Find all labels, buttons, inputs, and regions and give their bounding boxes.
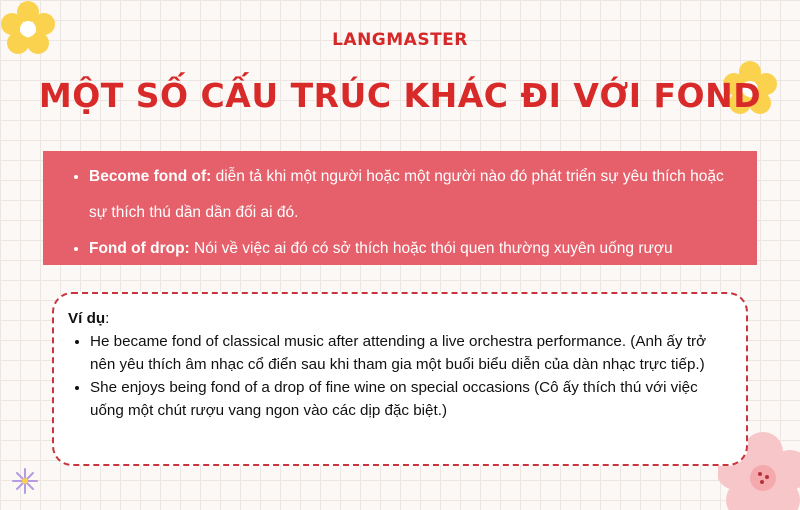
- structure-term: Fond of drop:: [89, 240, 190, 257]
- structure-text: diễn tả khi một người hoặc một người nào đó phát triển sự yêu thích hoặc sự thích thú dần dần đối ai đó.: [89, 168, 724, 221]
- structure-term: Become fond of:: [89, 168, 212, 185]
- brand-logo: LANGMASTER: [332, 30, 468, 50]
- example-heading: [68, 308, 730, 330]
- example-colon: :: [105, 310, 110, 327]
- example-label: Ví dụ: [68, 310, 106, 327]
- structure-item: [89, 231, 739, 267]
- structure-item: [89, 159, 739, 231]
- example-item: • She enjoys being fond of a drop of fine wine on special occasions (Cô ấy thích thú với việc uống một chút rượu vang ngon vào các dịp đặc biệt.): [90, 376, 730, 422]
- structure-text: Nói về việc ai đó có sở thích hoặc thói quen thường xuyên uống rượu: [189, 240, 673, 257]
- structures-box: [43, 151, 757, 265]
- page-title: MỘT SỐ CẤU TRÚC KHÁC ĐI VỚI FOND: [38, 76, 762, 115]
- example-item: • He became fond of classical music after attending a live orchestra performance. (Anh ấy trở nên yêu thích âm nhạc cổ điển sau khi tham gia một buổi biểu diễn của dàn nhạc trực tiếp.): [90, 330, 730, 376]
- sparkle-icon: [10, 466, 40, 496]
- example-box: [52, 292, 748, 466]
